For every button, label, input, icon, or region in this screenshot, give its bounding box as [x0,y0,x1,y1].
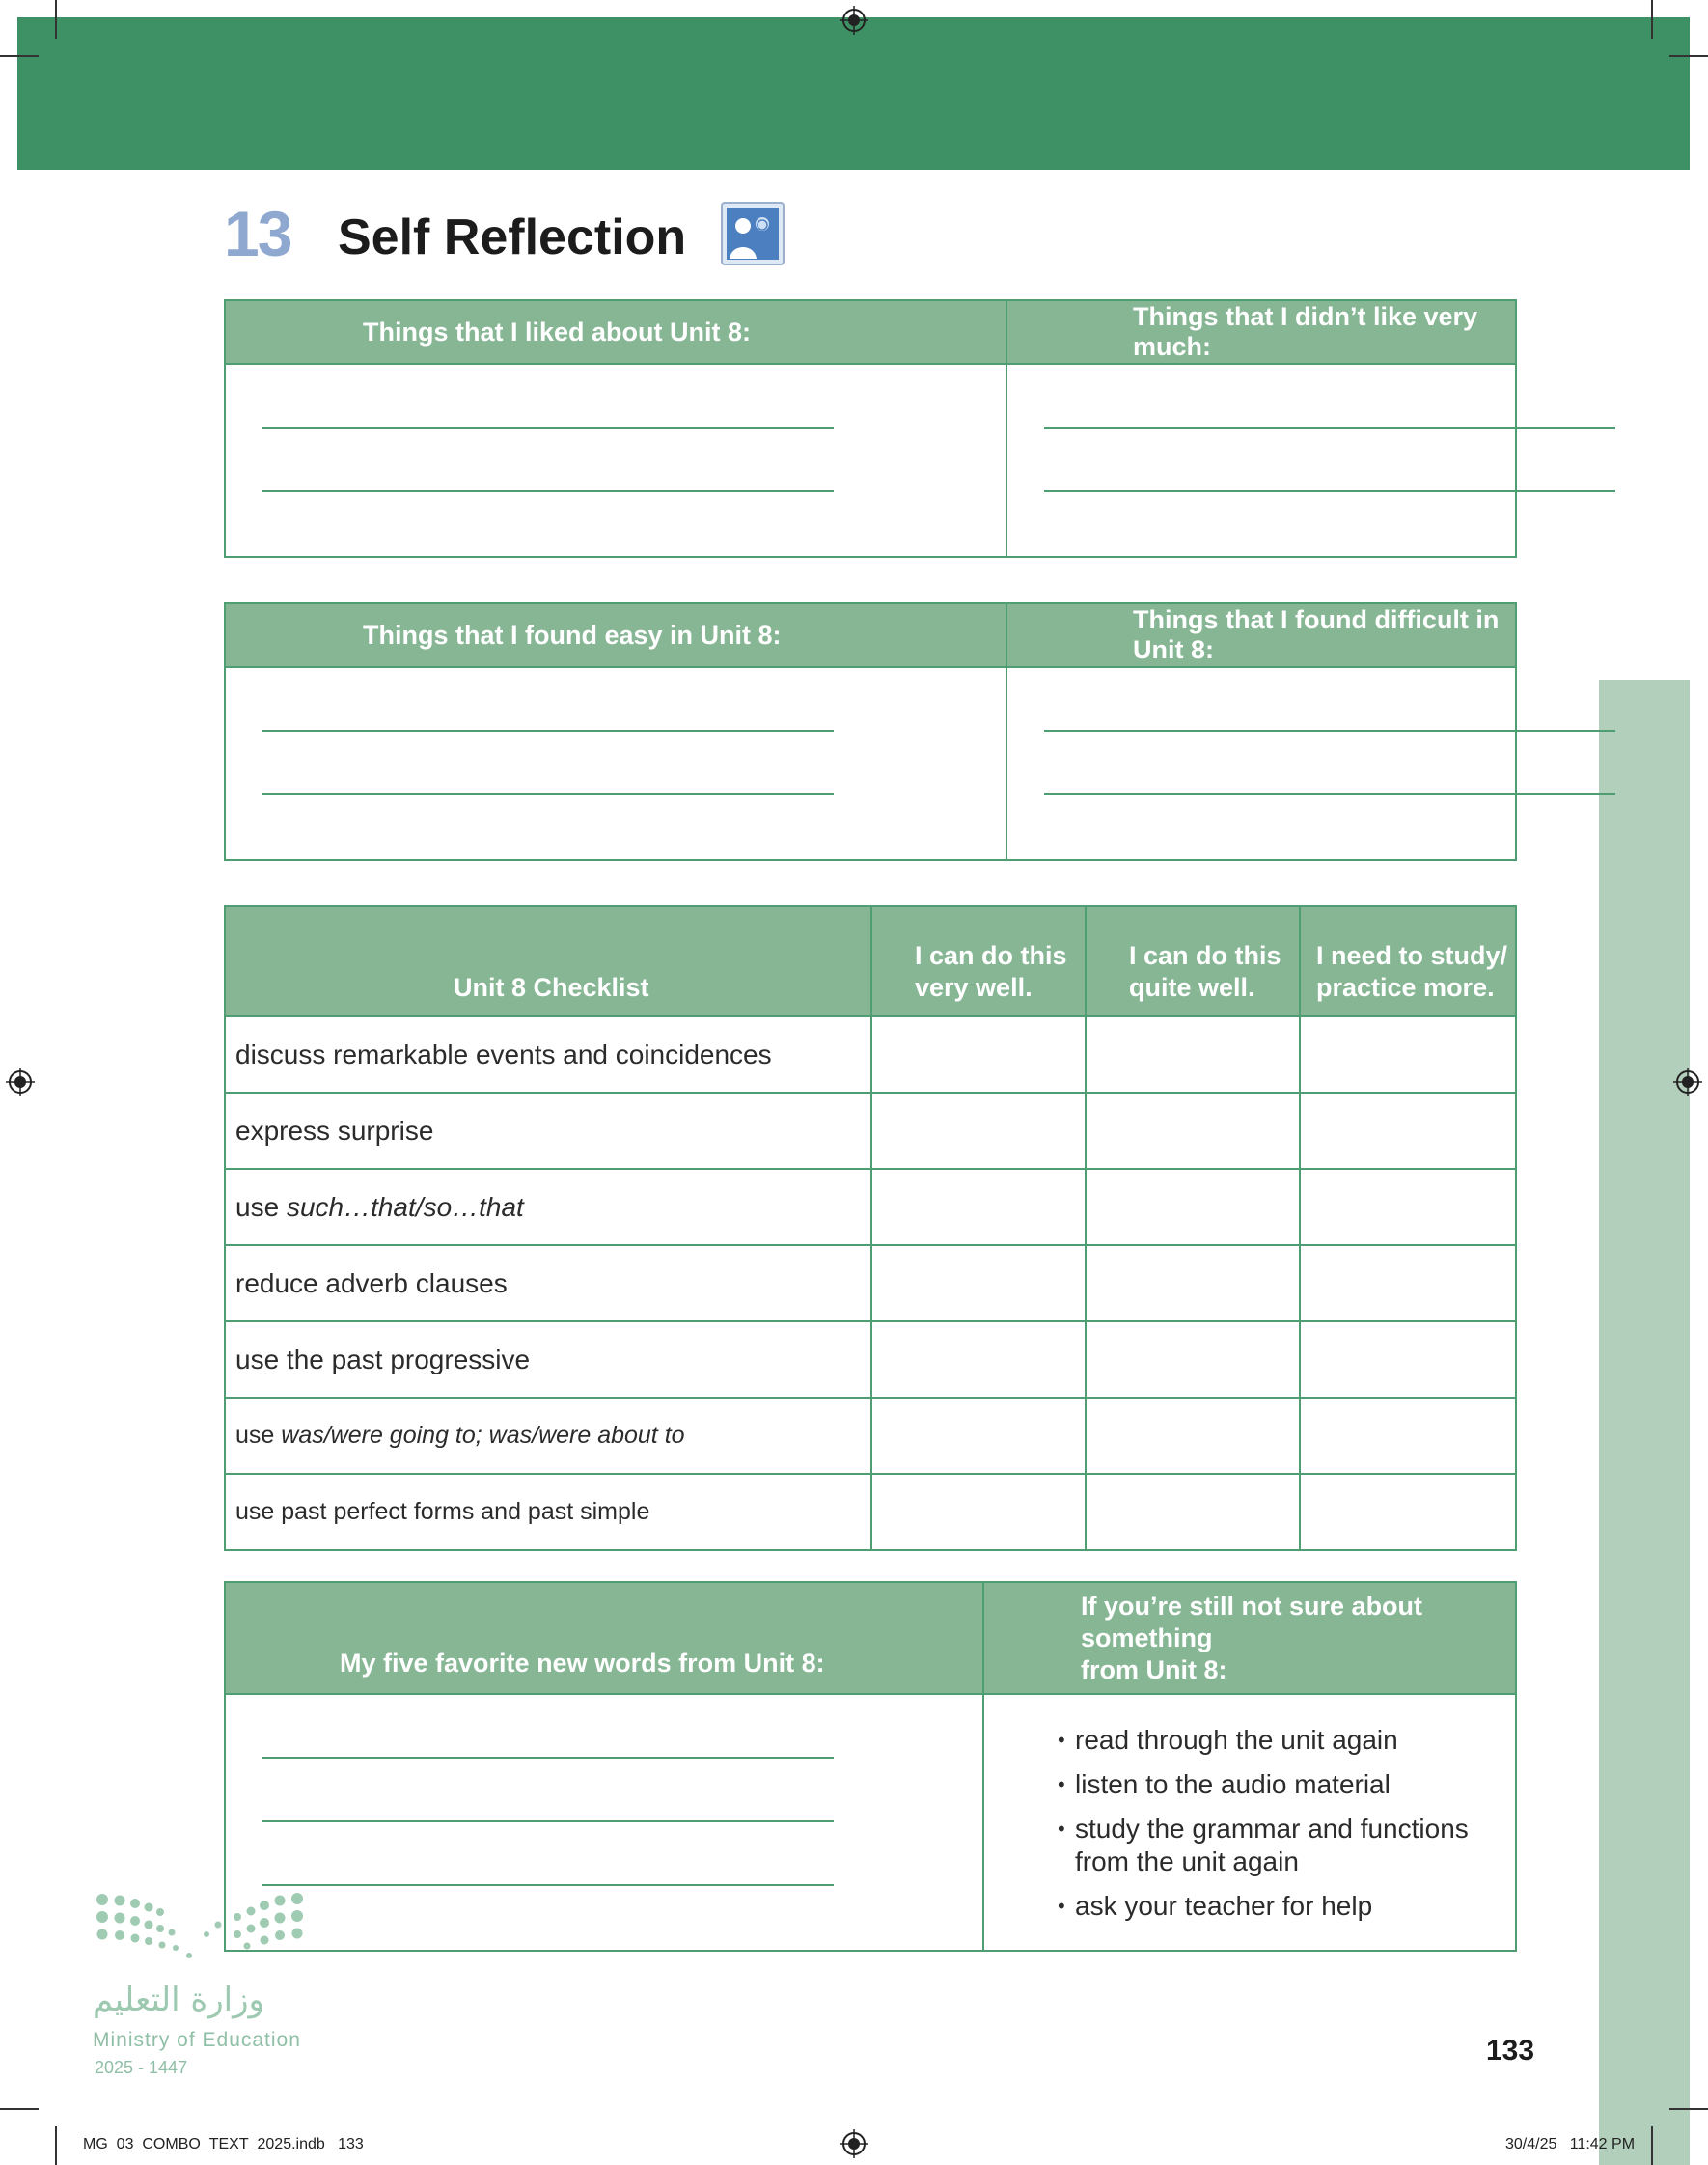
check-cell-need-practice[interactable] [1300,1245,1516,1321]
ministry-name-arabic: وزارة التعليم [93,1981,264,2019]
difficult-heading: Things that I found difficult in Unit 8: [1006,603,1516,667]
check-cell-need-practice[interactable] [1300,1016,1516,1093]
skill-text: use the past progressive [235,1344,531,1374]
check-cell-very-well[interactable] [871,1474,1086,1550]
check-cell-need-practice[interactable] [1300,1093,1516,1169]
skill-text: use [235,1191,287,1222]
favorite-words-heading: My five favorite new words from Unit 8: [225,1582,983,1694]
tips-list [984,1695,1515,1923]
skill-text: discuss remarkable events and coincidences [235,1039,772,1069]
unit-checklist-table [224,905,1517,1551]
tip-text: listen to the audio material [1075,1769,1391,1799]
disliked-heading: Things that I didn’t like very much: [1006,300,1516,364]
column-label-line: I can do this [915,941,1067,970]
tip-text: from the unit again [1075,1846,1299,1876]
ministry-years: 2025 - 1447 [95,2058,188,2077]
checklist-skill [225,1169,871,1245]
page-title: Self Reflection [338,209,687,265]
disliked-writing-area[interactable] [1006,364,1516,557]
check-cell-quite-well[interactable] [1086,1321,1300,1398]
check-cell-quite-well[interactable] [1086,1016,1300,1093]
liked-heading: Things that I liked about Unit 8: [225,300,1006,364]
check-cell-very-well[interactable] [871,1321,1086,1398]
registration-mark-icon [6,1068,35,1096]
heading-line: If you’re still not sure about something [1081,1591,1423,1652]
column-label-line: quite well. [1129,973,1255,1002]
column-label-line: I can do this [1129,941,1281,970]
check-cell-very-well[interactable] [871,1093,1086,1169]
tip-text: study the grammar and functions [1075,1814,1469,1844]
crop-mark [0,55,39,57]
tips-cell [983,1694,1516,1951]
tip-text: read through the unit again [1075,1725,1398,1755]
writing-line [262,1820,834,1822]
print-slug-date: 30/4/25 11:42 PM [1505,2136,1636,2152]
crop-mark [0,2108,39,2110]
self-reflection-icon [720,201,785,266]
check-cell-need-practice[interactable] [1300,1474,1516,1550]
list-item [1075,1768,1515,1801]
check-cell-quite-well[interactable] [1086,1245,1300,1321]
crop-mark [1669,2108,1708,2110]
check-cell-quite-well[interactable] [1086,1169,1300,1245]
checklist-skill [225,1093,871,1169]
checklist-skill [225,1016,871,1093]
top-color-band [17,17,1690,170]
writing-line [1044,793,1615,795]
writing-line [262,427,834,429]
skill-text: express surprise [235,1115,434,1146]
column-very-well [871,906,1086,1016]
ministry-logo-icon [93,1892,315,1969]
table-row [225,1474,1516,1550]
liked-writing-area[interactable] [225,364,1006,557]
skill-text: reduce adverb clauses [235,1267,508,1298]
crop-mark [1651,0,1653,39]
registration-mark-icon [1673,1068,1702,1096]
check-cell-very-well[interactable] [871,1016,1086,1093]
skill-text-italic: was/were going to; was/were about to [281,1422,685,1449]
check-cell-very-well[interactable] [871,1169,1086,1245]
registration-mark-icon [840,2129,868,2158]
table-row [225,1016,1516,1093]
writing-line [1044,427,1615,429]
table-row [225,1245,1516,1321]
writing-line [262,730,834,732]
registration-mark-icon [840,6,868,35]
check-cell-need-practice[interactable] [1300,1398,1516,1474]
favorite-words-table [224,1581,1517,1952]
checklist-skill [225,1474,871,1550]
check-cell-quite-well[interactable] [1086,1474,1300,1550]
crop-mark [55,2126,57,2165]
not-sure-heading [983,1582,1516,1694]
easy-writing-area[interactable] [225,667,1006,860]
table-row [225,1321,1516,1398]
column-label-line: very well. [915,973,1033,1002]
list-item [1075,1724,1515,1757]
print-slug-file: MG_03_COMBO_TEXT_2025.indb 133 [83,2136,364,2152]
checklist-skill [225,1245,871,1321]
list-item [1075,1813,1515,1878]
crop-mark [1669,55,1708,57]
reflection-table-difficulty [224,602,1517,861]
column-quite-well [1086,906,1300,1016]
writing-line [1044,730,1615,732]
difficult-writing-area[interactable] [1006,667,1516,860]
favorite-words-writing-area[interactable] [225,1694,983,1951]
checklist-skill [225,1398,871,1474]
table-row [225,1169,1516,1245]
side-color-strip [1599,680,1690,2165]
table-row [225,1093,1516,1169]
column-label-line: practice more. [1316,973,1495,1002]
column-label-line: I need to study/ [1316,941,1508,970]
heading-line: from Unit 8: [1081,1654,1227,1684]
section-number: 13 [224,198,291,269]
writing-line [262,490,834,492]
check-cell-very-well[interactable] [871,1245,1086,1321]
checklist-heading: Unit 8 Checklist [225,906,871,1016]
skill-text-italic: such…that/so…that [286,1191,524,1222]
check-cell-need-practice[interactable] [1300,1169,1516,1245]
ministry-name-english: Ministry of Education [93,2029,301,2051]
check-cell-need-practice[interactable] [1300,1321,1516,1398]
reflection-table-likes [224,299,1517,558]
crop-mark [55,0,57,39]
skill-text: use [235,1422,282,1449]
writing-line [262,793,834,795]
writing-line [1044,490,1615,492]
check-cell-quite-well[interactable] [1086,1093,1300,1169]
table-row [225,1398,1516,1474]
list-item [1075,1890,1515,1923]
column-need-practice [1300,906,1516,1016]
writing-line [262,1757,834,1759]
writing-line [262,1884,834,1886]
easy-heading: Things that I found easy in Unit 8: [225,603,1006,667]
skill-text: use past perfect forms and past simple [235,1498,650,1525]
checklist-skill [225,1321,871,1398]
check-cell-very-well[interactable] [871,1398,1086,1474]
page-number: 133 [1486,2035,1535,2067]
check-cell-quite-well[interactable] [1086,1398,1300,1474]
tip-text: ask your teacher for help [1075,1891,1373,1921]
crop-mark [1651,2126,1653,2165]
